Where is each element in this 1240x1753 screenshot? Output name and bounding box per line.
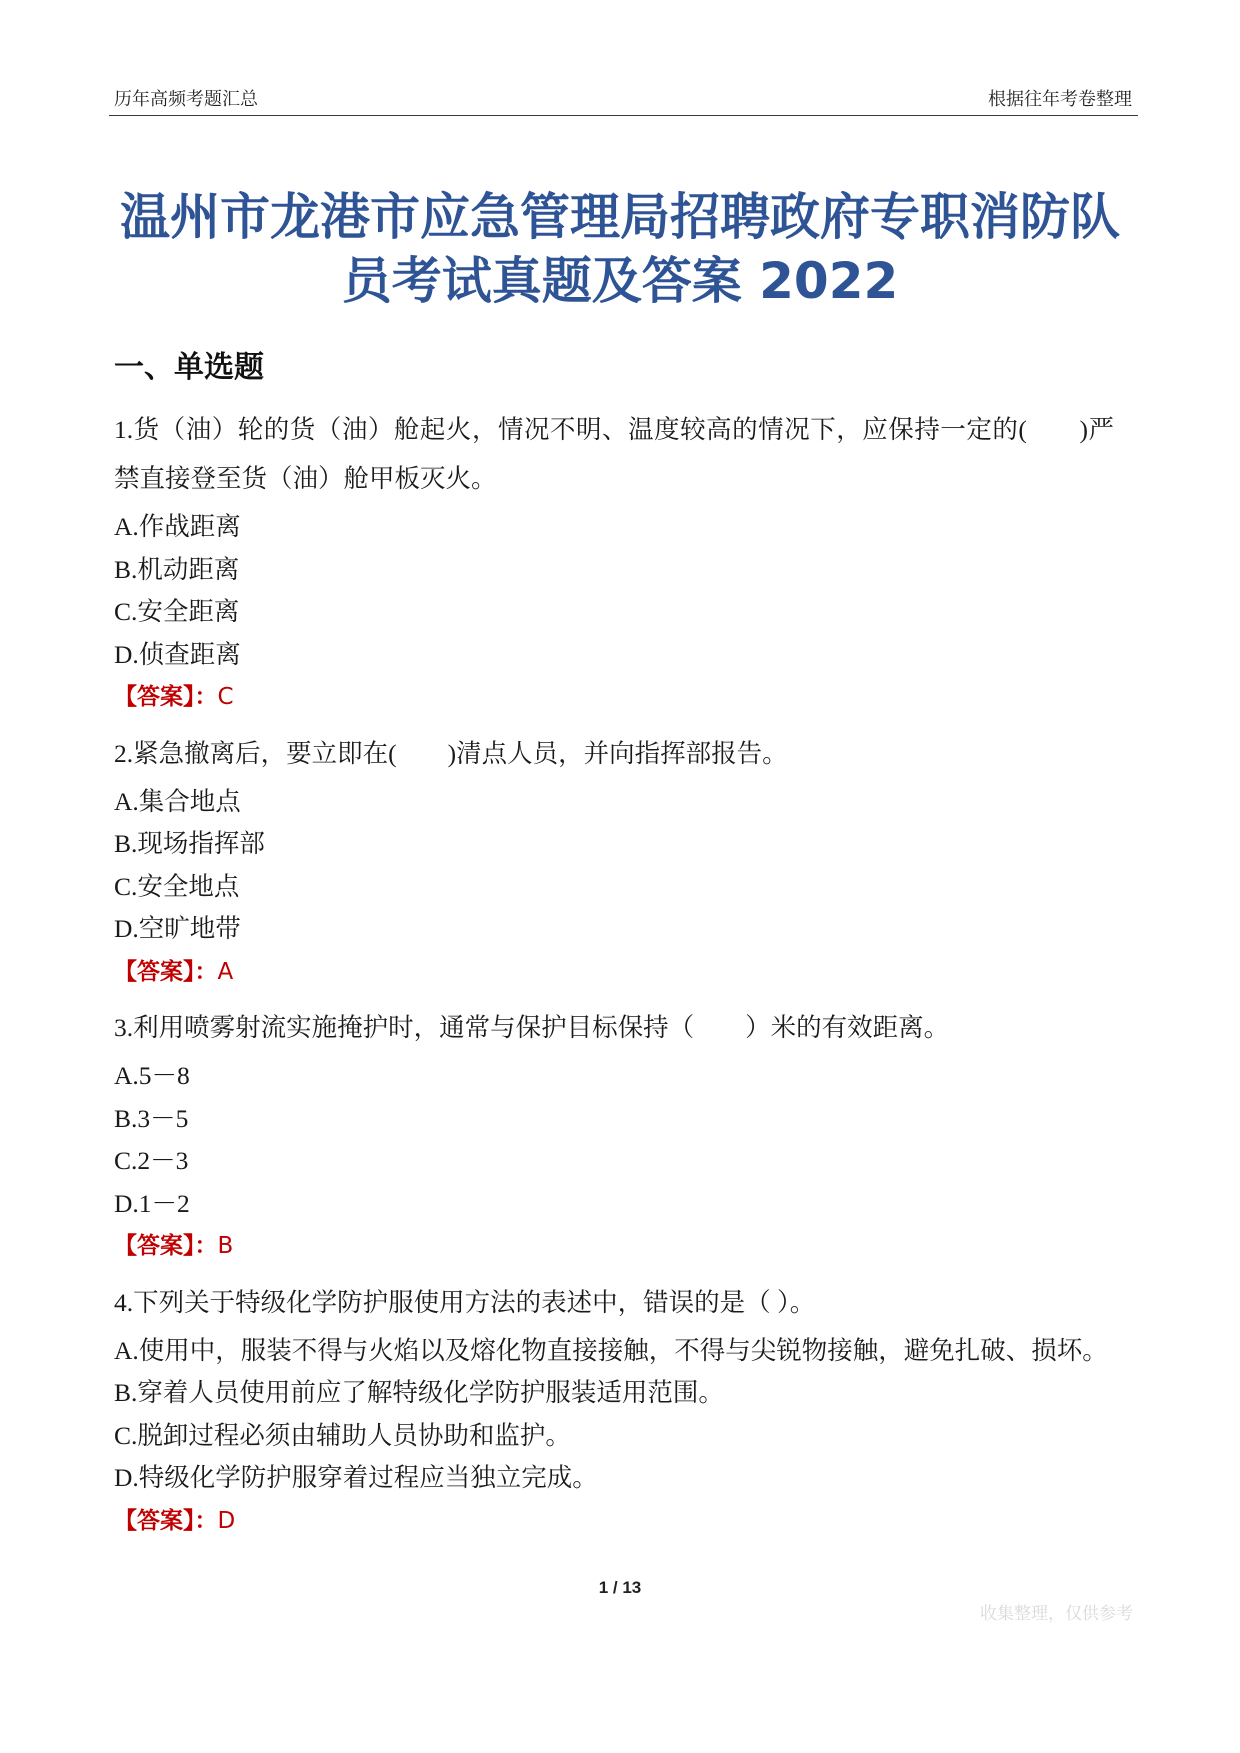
answer-value: D	[217, 1507, 236, 1534]
header-right-text: 根据往年考卷整理	[988, 89, 1132, 109]
answer-value: A	[217, 958, 234, 985]
title-line-1: 温州市龙港市应急管理局招聘政府专职消防队	[120, 188, 1120, 246]
answer-line	[114, 1500, 1135, 1543]
question-3	[114, 1003, 1135, 1268]
answer-label: 【答案】：	[114, 1507, 218, 1534]
question-stem: 1.货（油）轮的货（油）舱起火，情况不明、温度较高的情况下，应保持一定的( )严禁直接登至货（油）舱甲板灭火。	[114, 415, 1114, 493]
page-number: 1 / 13	[598, 1578, 642, 1597]
header-left-text: 历年高频考题汇总	[114, 89, 258, 109]
option-c: C.安全距离	[114, 597, 240, 626]
document-title	[0, 185, 1240, 313]
option-b: B.穿着人员使用前应了解特级化学防护服装适用范围。	[114, 1378, 724, 1407]
question-4	[114, 1278, 1135, 1543]
answer-value: B	[217, 1233, 234, 1259]
option-a: A.作战距离	[114, 512, 241, 541]
option-d: D.1－2	[114, 1188, 190, 1218]
section-heading: 一、单选题	[114, 350, 264, 385]
option-a: A.使用中，服装不得与火焰以及熔化物直接接触，不得与尖锐物接触，避免扎破、损坏。	[114, 1335, 1108, 1365]
option-c: C.安全地点	[114, 871, 240, 901]
question-list	[114, 405, 1135, 1552]
option-d: D.特级化学防护服穿着过程应当独立完成。	[114, 1463, 598, 1492]
option-c: C.脱卸过程必须由辅助人员协助和监护。	[114, 1420, 571, 1450]
option-c: C.2－3	[114, 1146, 189, 1175]
question-stem: 4.下列关于特级化学防护服使用方法的表述中，错误的是（ ）。	[114, 1287, 816, 1317]
answer-line	[114, 951, 1135, 994]
header-divider	[109, 115, 1138, 116]
question-2	[114, 729, 1135, 994]
answer-label: 【答案】：	[114, 684, 218, 710]
option-b: B.现场指挥部	[114, 829, 265, 858]
watermark-text: 收集整理，仅供参考	[980, 1604, 1133, 1623]
option-b: B.机动距离	[114, 554, 240, 584]
option-a: A.5－8	[114, 1061, 190, 1090]
question-stem: 3.利用喷雾射流实施掩护时，通常与保护目标保持（ ）米的有效距离。	[114, 1013, 950, 1042]
answer-label: 【答案】：	[114, 1233, 218, 1259]
option-b: B.3－5	[114, 1103, 189, 1133]
option-d: D.侦查距离	[114, 639, 241, 669]
option-d: D.空旷地带	[114, 914, 241, 943]
answer-line	[114, 1225, 1135, 1268]
question-stem: 2.紧急撤离后，要立即在( )清点人员，并向指挥部报告。	[114, 738, 788, 768]
answer-line	[114, 676, 1135, 719]
answer-label: 【答案】：	[114, 958, 218, 985]
answer-value: C	[217, 684, 234, 710]
title-line-2: 员考试真题及答案 2022	[341, 252, 899, 310]
option-a: A.集合地点	[114, 786, 241, 816]
question-1	[114, 405, 1135, 719]
